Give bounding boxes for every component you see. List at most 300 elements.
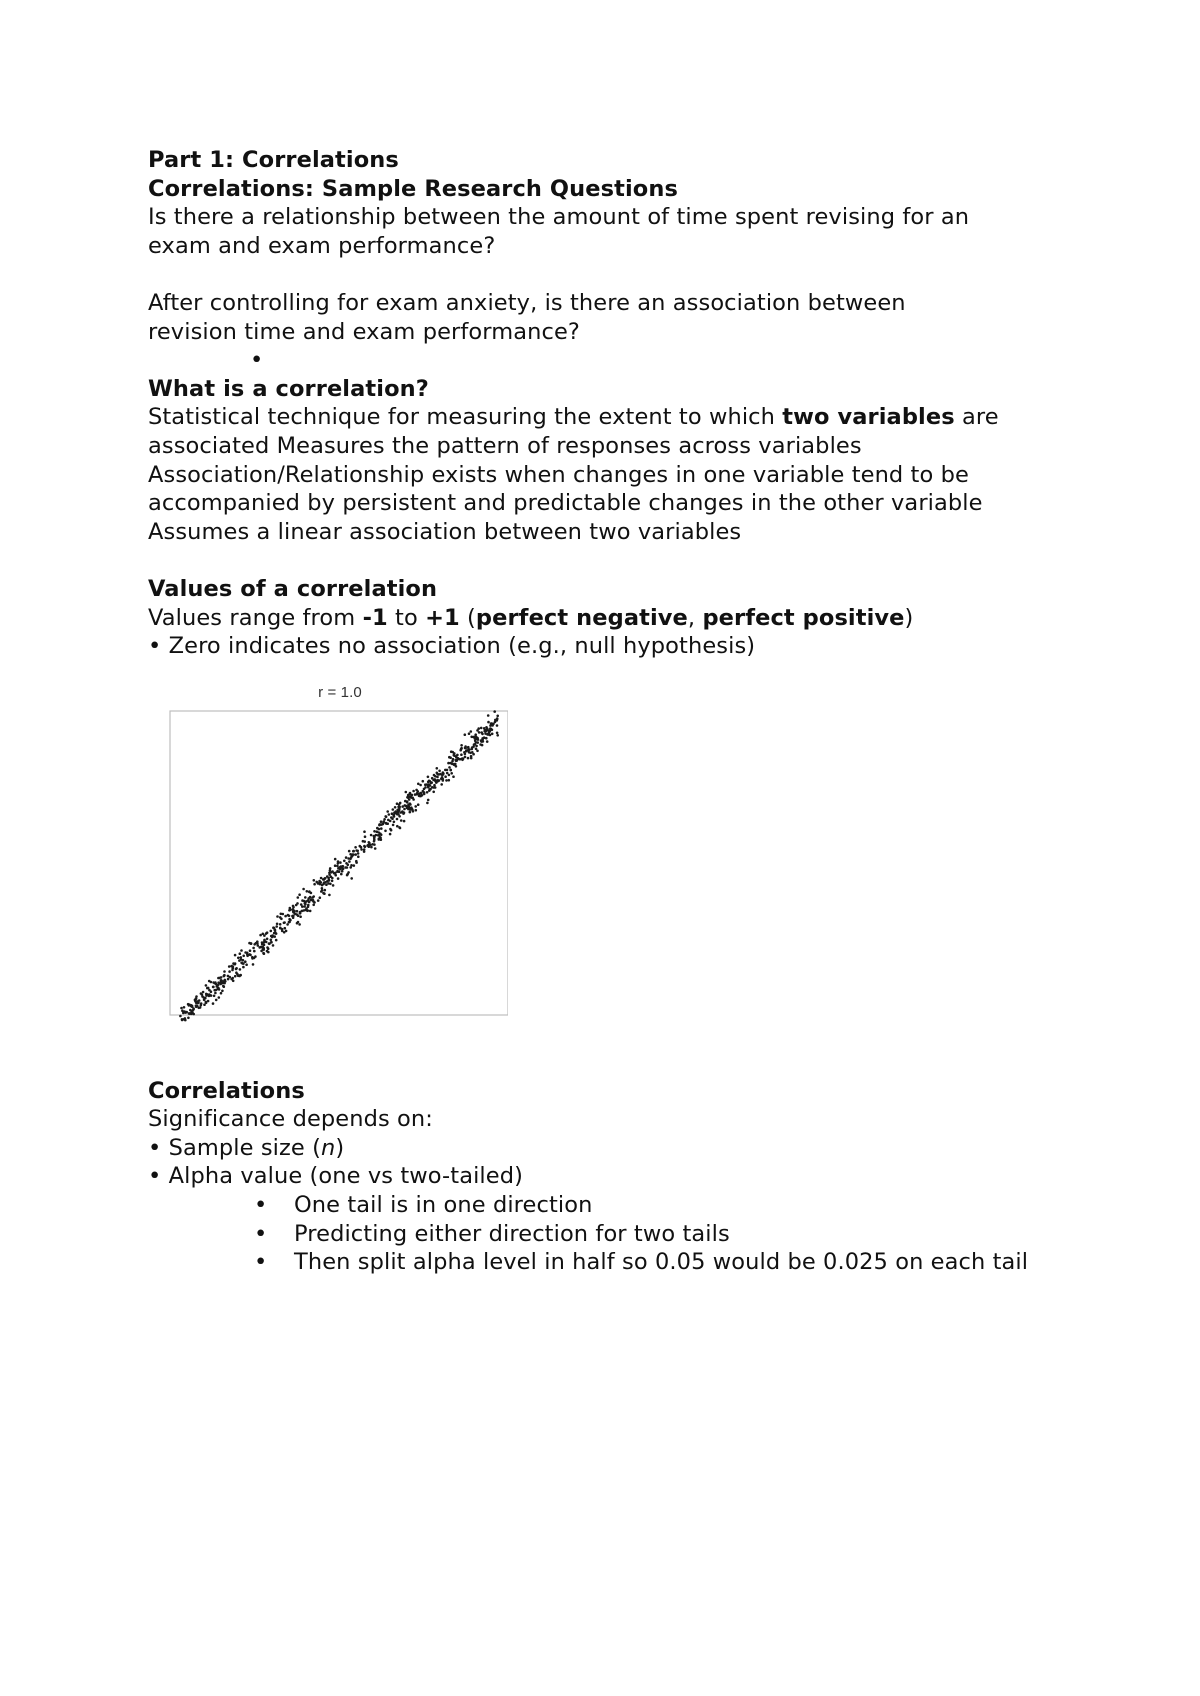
scatter-point — [286, 923, 289, 926]
scatter-point — [427, 786, 430, 789]
scatter-point — [205, 984, 208, 987]
scatter-point — [252, 946, 255, 949]
definition-line-2: associated Measures the pattern of responses across variables — [148, 432, 862, 459]
blank-line — [148, 260, 1088, 289]
scatter-point — [448, 779, 451, 782]
scatter-point — [437, 773, 440, 776]
sub-bullet-two-tails — [148, 1220, 1054, 1249]
scatter-point — [468, 732, 471, 735]
scatter-point — [288, 914, 291, 917]
scatter-point — [215, 998, 218, 1001]
scatter-point — [288, 918, 291, 921]
scatter-point — [378, 827, 381, 830]
scatter-point — [249, 949, 252, 952]
scatter-point — [227, 974, 230, 977]
scatter-point — [493, 710, 496, 713]
scatter-point — [352, 853, 355, 856]
scatter-point — [489, 729, 492, 732]
scatter-point — [442, 777, 445, 780]
scatter-point — [408, 805, 411, 808]
scatter-point — [315, 880, 318, 883]
scatter-point — [339, 865, 342, 868]
scatter-point — [366, 844, 369, 847]
scatter-point — [200, 1002, 203, 1005]
scatter-point — [456, 753, 459, 756]
scatter-point — [270, 929, 273, 932]
scatter-point — [480, 739, 483, 742]
scatter-point — [349, 857, 352, 860]
scatter-point — [213, 994, 216, 997]
scatter-point — [347, 863, 350, 866]
scatter-point — [295, 903, 298, 906]
sample-size-text: • Sample size ( — [148, 1134, 321, 1161]
scatter-plot-figure — [148, 675, 508, 1035]
scatter-point — [465, 750, 468, 753]
scatter-point — [344, 866, 347, 869]
scatter-point — [217, 986, 220, 989]
scatter-point — [398, 809, 401, 812]
scatter-point — [276, 915, 279, 918]
scatter-point — [380, 827, 383, 830]
scatter-point — [496, 724, 499, 727]
scatter-point — [436, 767, 439, 770]
scatter-point — [489, 724, 492, 727]
scatter-point — [212, 1002, 215, 1005]
scatter-point — [347, 871, 350, 874]
scatter-point — [332, 884, 335, 887]
scatter-point — [432, 790, 435, 793]
scatter-point — [384, 829, 387, 832]
scatter-point — [292, 914, 295, 917]
scatter-point — [368, 841, 371, 844]
scatter-point — [359, 844, 362, 847]
scatter-point — [215, 988, 218, 991]
scatter-point — [284, 927, 287, 930]
scatter-point — [391, 817, 394, 820]
scatter-point — [417, 790, 420, 793]
scatter-point — [262, 945, 265, 948]
scatter-point — [184, 1017, 187, 1020]
perfect-negative: perfect negative — [475, 604, 688, 631]
scatter-point — [208, 979, 211, 982]
scatter-point — [341, 870, 344, 873]
scatter-point — [195, 995, 198, 998]
scatter-point — [464, 752, 467, 755]
scatter-point — [334, 874, 337, 877]
scatter-point — [260, 949, 263, 952]
scatter-point — [266, 946, 269, 949]
scatter-point — [476, 729, 479, 732]
scatter-point — [410, 793, 413, 796]
sub-bullet-text: Predicting either direction for two tails — [294, 1220, 730, 1247]
scatter-point — [223, 979, 226, 982]
scatter-point — [481, 737, 484, 740]
scatter-point — [342, 867, 345, 870]
scatter-point — [378, 823, 381, 826]
scatter-point — [405, 790, 408, 793]
scatter-point — [239, 968, 242, 971]
scatter-point — [407, 796, 410, 799]
scatter-point — [469, 751, 472, 754]
scatter-point — [427, 775, 430, 778]
scatter-point — [394, 806, 397, 809]
two-variables-emphasis: two variables — [782, 404, 955, 431]
scatter-point — [187, 1016, 190, 1019]
scatter-point — [354, 853, 357, 856]
significance-line: Significance depends on: — [148, 1106, 433, 1133]
range-paren-close: ) — [904, 604, 914, 631]
scatter-point — [343, 859, 346, 862]
scatter-point — [188, 1004, 191, 1007]
scatter-point — [453, 763, 456, 766]
scatter-point — [276, 922, 279, 925]
scatter-point — [355, 849, 358, 852]
scatter-point — [386, 822, 389, 825]
scatter-point — [313, 883, 316, 886]
scatter-point — [496, 714, 499, 717]
scatter-point — [240, 958, 243, 961]
scatter-point — [252, 963, 255, 966]
scatter-point — [392, 823, 395, 826]
scatter-point — [326, 875, 329, 878]
scatter-point — [385, 815, 388, 818]
scatter-point — [321, 889, 324, 892]
scatter-point — [485, 737, 488, 740]
scatter-point — [481, 732, 484, 735]
scatter-point — [473, 743, 476, 746]
scatter-point — [273, 926, 276, 929]
zero-indicates-line: • Zero indicates no association (e.g., null hypothesis) — [148, 633, 756, 660]
scatter-point — [348, 849, 351, 852]
scatter-point — [262, 951, 265, 954]
scatter-point — [195, 1004, 198, 1007]
plus-one: +1 — [425, 604, 460, 631]
scatter-point — [220, 976, 223, 979]
scatter-point — [280, 912, 283, 915]
scatter-point — [475, 747, 478, 750]
scatter-point — [194, 1000, 197, 1003]
scatter-point — [263, 938, 266, 941]
scatter-point — [242, 962, 245, 965]
scatter-point — [311, 896, 314, 899]
scatter-point — [354, 846, 357, 849]
scatter-point — [345, 856, 348, 859]
scatter-point — [304, 903, 307, 906]
scatter-point — [319, 896, 322, 899]
definition-line-3: Association/Relationship exists when changes in one variable tend to be — [148, 461, 969, 488]
scatter-point — [298, 923, 301, 926]
scatter-point — [339, 861, 342, 864]
scatter-point — [370, 833, 373, 836]
scatter-point — [324, 888, 327, 891]
scatter-point — [414, 793, 417, 796]
scatter-point — [461, 758, 464, 761]
minus-one: -1 — [362, 604, 388, 631]
scatter-point — [220, 992, 223, 995]
scatter-point — [460, 744, 463, 747]
scatter-point — [363, 830, 366, 833]
scatter-point — [483, 730, 486, 733]
scatter-point — [231, 967, 234, 970]
scatter-point — [350, 877, 353, 880]
scatter-point — [202, 990, 205, 993]
scatter-point — [448, 773, 451, 776]
scatter-point — [283, 921, 286, 924]
scatter-point — [203, 998, 206, 1001]
scatter-point — [433, 773, 436, 776]
scatter-point — [438, 779, 441, 782]
scatter-point — [279, 927, 282, 930]
scatter-point — [183, 1010, 186, 1013]
scatter-point — [426, 791, 429, 794]
scatter-point — [449, 756, 452, 759]
chart-title: r = 1.0 — [318, 683, 362, 701]
scatter-point — [232, 979, 235, 982]
scatter-point — [444, 775, 447, 778]
scatter-point — [242, 954, 245, 957]
scatter-point — [200, 992, 203, 995]
scatter-point — [237, 974, 240, 977]
scatter-point — [300, 903, 303, 906]
scatter-point — [342, 865, 345, 868]
scatter-point — [270, 938, 273, 941]
scatter-point — [191, 1005, 194, 1008]
scatter-point — [307, 905, 310, 908]
scatter-point — [207, 999, 210, 1002]
sub-bullet-text: One tail is in one direction — [294, 1192, 593, 1219]
scatter-point — [191, 1009, 194, 1012]
scatter-point — [373, 838, 376, 841]
range-comma: , — [687, 604, 703, 631]
question-2-line-1: After controlling for exam anxiety, is there an association between — [148, 289, 906, 316]
scatter-point — [303, 905, 306, 908]
sub-bullet-one-tail — [148, 1191, 1054, 1220]
scatter-point — [455, 758, 458, 761]
scatter-point — [455, 756, 458, 759]
scatter-point — [415, 809, 418, 812]
scatter-point — [330, 871, 333, 874]
definition-line-4: accompanied by persistent and predictable changes in the other variable — [148, 490, 983, 517]
scatter-point — [306, 890, 309, 893]
scatter-point — [472, 753, 475, 756]
scatter-plot — [148, 675, 508, 1035]
scatter-point — [427, 780, 430, 783]
scatter-point — [309, 909, 312, 912]
scatter-point — [299, 915, 302, 918]
scatter-point — [245, 963, 248, 966]
scatter-point — [434, 786, 437, 789]
scatter-point — [296, 922, 299, 925]
scatter-point — [257, 944, 260, 947]
scatter-point — [227, 977, 230, 980]
question-2-line-2: revision time and exam performance? — [148, 318, 580, 345]
sample-questions-heading: Correlations: Sample Research Questions — [148, 175, 678, 202]
definition-text-end: are — [954, 404, 999, 431]
scatter-point — [419, 783, 422, 786]
scatter-point — [468, 748, 471, 751]
scatter-point — [426, 801, 429, 804]
scatter-point — [312, 903, 315, 906]
scatter-point — [491, 732, 494, 735]
scatter-point — [399, 826, 402, 829]
scatter-point — [268, 942, 271, 945]
n-symbol: n — [321, 1134, 336, 1161]
scatter-point — [467, 756, 470, 759]
scatter-point — [486, 740, 489, 743]
scatter-point — [496, 734, 499, 737]
scatter-point — [240, 949, 243, 952]
scatter-point — [373, 830, 376, 833]
sample-size-bullet — [148, 1134, 1088, 1163]
scatter-point — [253, 949, 256, 952]
scatter-point — [348, 860, 351, 863]
sub-bullet-text: Then split alpha level in half so 0.05 would be 0.025 on each tail — [294, 1249, 1029, 1276]
scatter-point — [292, 904, 295, 907]
scatter-point — [256, 940, 259, 943]
scatter-point — [452, 775, 455, 778]
scatter-point — [396, 825, 399, 828]
perfect-positive: perfect positive — [702, 604, 905, 631]
scatter-point — [393, 820, 396, 823]
scatter-point — [248, 953, 251, 956]
scatter-point — [284, 914, 287, 917]
scatter-point — [417, 803, 420, 806]
scatter-point — [467, 746, 470, 749]
scatter-point — [319, 882, 322, 885]
scatter-point — [232, 962, 235, 965]
bullet-dot: • — [254, 1220, 268, 1247]
scatter-point — [380, 823, 383, 826]
scatter-point — [270, 934, 273, 937]
scatter-point — [336, 864, 339, 867]
scatter-point — [470, 730, 473, 733]
scatter-point — [279, 923, 282, 926]
scatter-point — [471, 746, 474, 749]
scatter-point — [324, 877, 327, 880]
scatter-point — [302, 909, 305, 912]
scatter-point — [355, 861, 358, 864]
bullet-dot: • — [254, 1249, 268, 1276]
scatter-point — [479, 743, 482, 746]
scatter-point — [412, 789, 415, 792]
scatter-point — [410, 796, 413, 799]
scatter-point — [352, 849, 355, 852]
scatter-point — [214, 981, 217, 984]
scatter-point — [258, 946, 261, 949]
scatter-point — [212, 985, 215, 988]
scatter-point — [350, 864, 353, 867]
scatter-point — [221, 989, 224, 992]
scatter-point — [234, 975, 237, 978]
scatter-point — [293, 911, 296, 914]
scatter-point — [417, 782, 420, 785]
scatter-point — [428, 789, 431, 792]
sub-bullet-split-alpha — [148, 1248, 1054, 1277]
scatter-point — [474, 739, 477, 742]
scatter-point — [363, 848, 366, 851]
scatter-point — [334, 864, 337, 867]
scatter-point — [470, 735, 473, 738]
scatter-point — [374, 847, 377, 850]
scatter-point — [280, 917, 283, 920]
scatter-point — [191, 1012, 194, 1015]
scatter-point — [433, 784, 436, 787]
scatter-point — [244, 960, 247, 963]
scatter-point — [397, 813, 400, 816]
scatter-point — [337, 862, 340, 865]
scatter-point — [450, 772, 453, 775]
scatter-point — [480, 726, 483, 729]
scatter-point — [496, 718, 499, 721]
scatter-point — [288, 909, 291, 912]
scatter-point — [246, 953, 249, 956]
scatter-point — [406, 801, 409, 804]
scatter-point — [389, 827, 392, 830]
scatter-point — [334, 857, 337, 860]
scatter-point — [234, 953, 237, 956]
scatter-point — [460, 747, 463, 750]
scatter-point — [181, 1018, 184, 1021]
scatter-point — [420, 792, 423, 795]
scatter-point — [208, 994, 211, 997]
scatter-point — [436, 775, 439, 778]
scatter-point — [235, 967, 238, 970]
scatter-point — [205, 994, 208, 997]
scatter-point — [237, 956, 240, 959]
scatter-point — [336, 869, 339, 872]
scatter-point — [202, 996, 205, 999]
scatter-point — [302, 887, 305, 890]
scatter-point — [403, 807, 406, 810]
question-1-line-2: exam and exam performance? — [148, 232, 496, 259]
scatter-point — [324, 881, 327, 884]
scatter-point — [310, 891, 313, 894]
scatter-point — [487, 720, 490, 723]
scatter-point — [263, 934, 266, 937]
scatter-point — [470, 756, 473, 759]
scatter-point — [275, 938, 278, 941]
scatter-point — [313, 879, 316, 882]
scatter-point — [281, 929, 284, 932]
scatter-point — [299, 912, 302, 915]
scatter-point — [297, 896, 300, 899]
scatter-point — [223, 974, 226, 977]
scatter-point — [496, 731, 499, 734]
scatter-point — [492, 722, 495, 725]
scatter-point — [317, 899, 320, 902]
scatter-point — [424, 786, 427, 789]
scatter-point — [288, 920, 291, 923]
scatter-point — [430, 781, 433, 784]
scatter-point — [422, 780, 425, 783]
scatter-point — [251, 956, 254, 959]
scatter-point — [261, 941, 264, 944]
scatter-point — [362, 840, 365, 843]
scatter-point — [310, 898, 313, 901]
scatter-point — [228, 965, 231, 968]
scatter-point — [266, 937, 269, 940]
scatter-point — [438, 769, 441, 772]
scatter-point — [357, 852, 360, 855]
scatter-point — [318, 879, 321, 882]
scatter-point — [228, 970, 231, 973]
scatter-point — [440, 783, 443, 786]
scatter-point — [322, 891, 325, 894]
scatter-point — [392, 808, 395, 811]
scatter-point — [389, 832, 392, 835]
scatter-point — [364, 835, 367, 838]
scatter-point — [306, 909, 309, 912]
